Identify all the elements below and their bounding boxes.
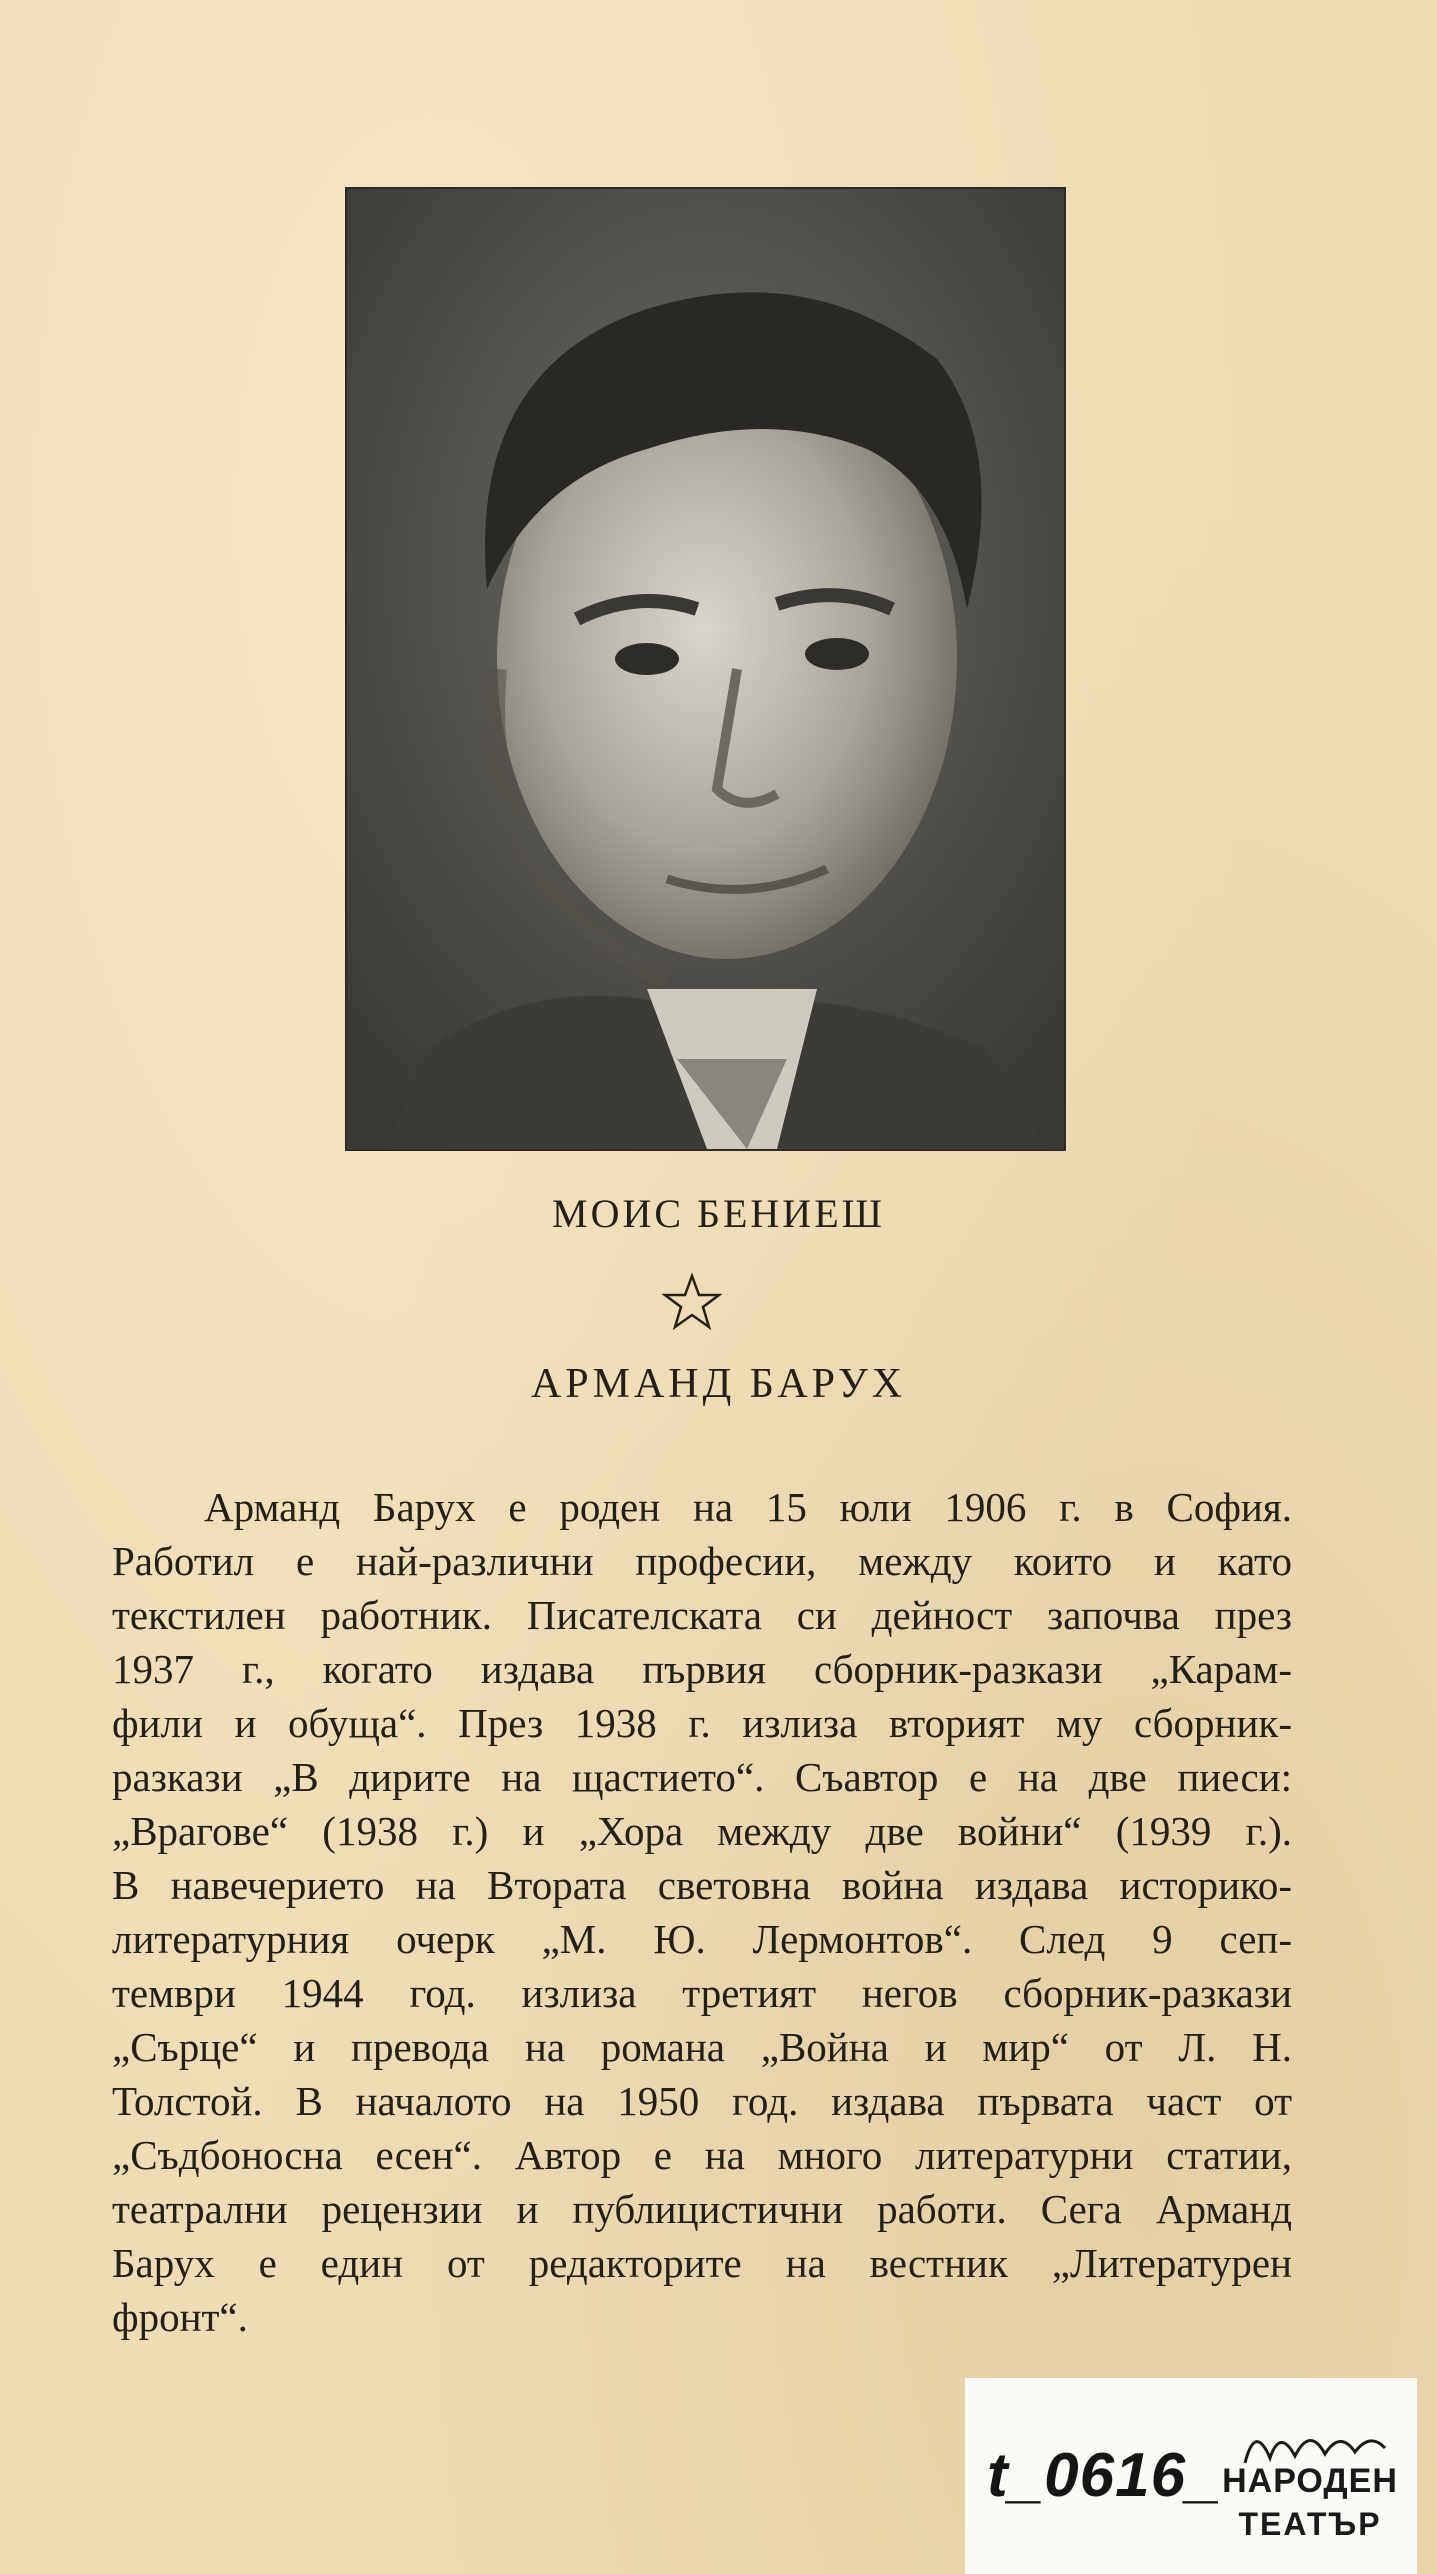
bio-line: „Сърце“ и превода на романа „Война и мир“ от Л. Н.: [112, 2024, 1292, 2070]
biography-text: [112, 1480, 1292, 2344]
bio-line: Арманд Барух е роден на 15 юли 1906 г. в София.: [204, 1484, 1292, 1530]
bio-line: фронт“.: [112, 2294, 248, 2340]
bio-line: фили и обуща“. През 1938 г. излиза вторият му сборник-: [112, 1700, 1292, 1746]
portrait-image: [347, 189, 1064, 1149]
bio-line: литературния очерк „М. Ю. Лермонтов“. След 9 сеп-: [112, 1916, 1292, 1962]
bio-line: театрални рецензии и публицистични работи. Сега Арманд: [112, 2186, 1292, 2232]
logo-word-1: НАРОДЕН: [1222, 2462, 1398, 2500]
bio-line: разкази „В дирите на щастието“. Съавтор е на две пиеси:: [112, 1754, 1292, 1800]
bio-line: текстилен работник. Писателската си дейност започва през: [112, 1592, 1292, 1638]
bio-line: В навечерието на Втората световна война издава историко-: [112, 1862, 1292, 1908]
theatre-logo: [1215, 2418, 1405, 2558]
bio-line: 1937 г., когато издава първия сборник-разкази „Карам-: [112, 1646, 1292, 1692]
bio-line: Барух е един от редакторите на вестник „Литературен: [112, 2240, 1292, 2286]
bio-line: „Врагове“ (1938 г.) и „Хора между две войни“ (1939 г.).: [112, 1808, 1292, 1854]
author-name: МОИС БЕНИЕШ: [552, 1191, 885, 1236]
archive-stamp: [965, 2378, 1417, 2574]
star-outline-icon: [662, 1272, 722, 1332]
subject-name: АРМАНД БАРУХ: [530, 1361, 907, 1407]
author-portrait-photo: [345, 187, 1066, 1151]
bio-line: Толстой. В началото на 1950 год. издава първата част от: [112, 2078, 1292, 2124]
bio-line: Работил е най-различни професии, между които и като: [112, 1538, 1292, 1584]
archive-code: t_0616_: [987, 2441, 1222, 2510]
logo-word-2: ТЕАТЪР: [1238, 2506, 1382, 2542]
bio-line: „Съдбоносна есен“. Автор е на много литературни статии,: [112, 2132, 1292, 2178]
bio-line: тември 1944 год. излиза третият негов сборник-разкази: [112, 1970, 1292, 2016]
